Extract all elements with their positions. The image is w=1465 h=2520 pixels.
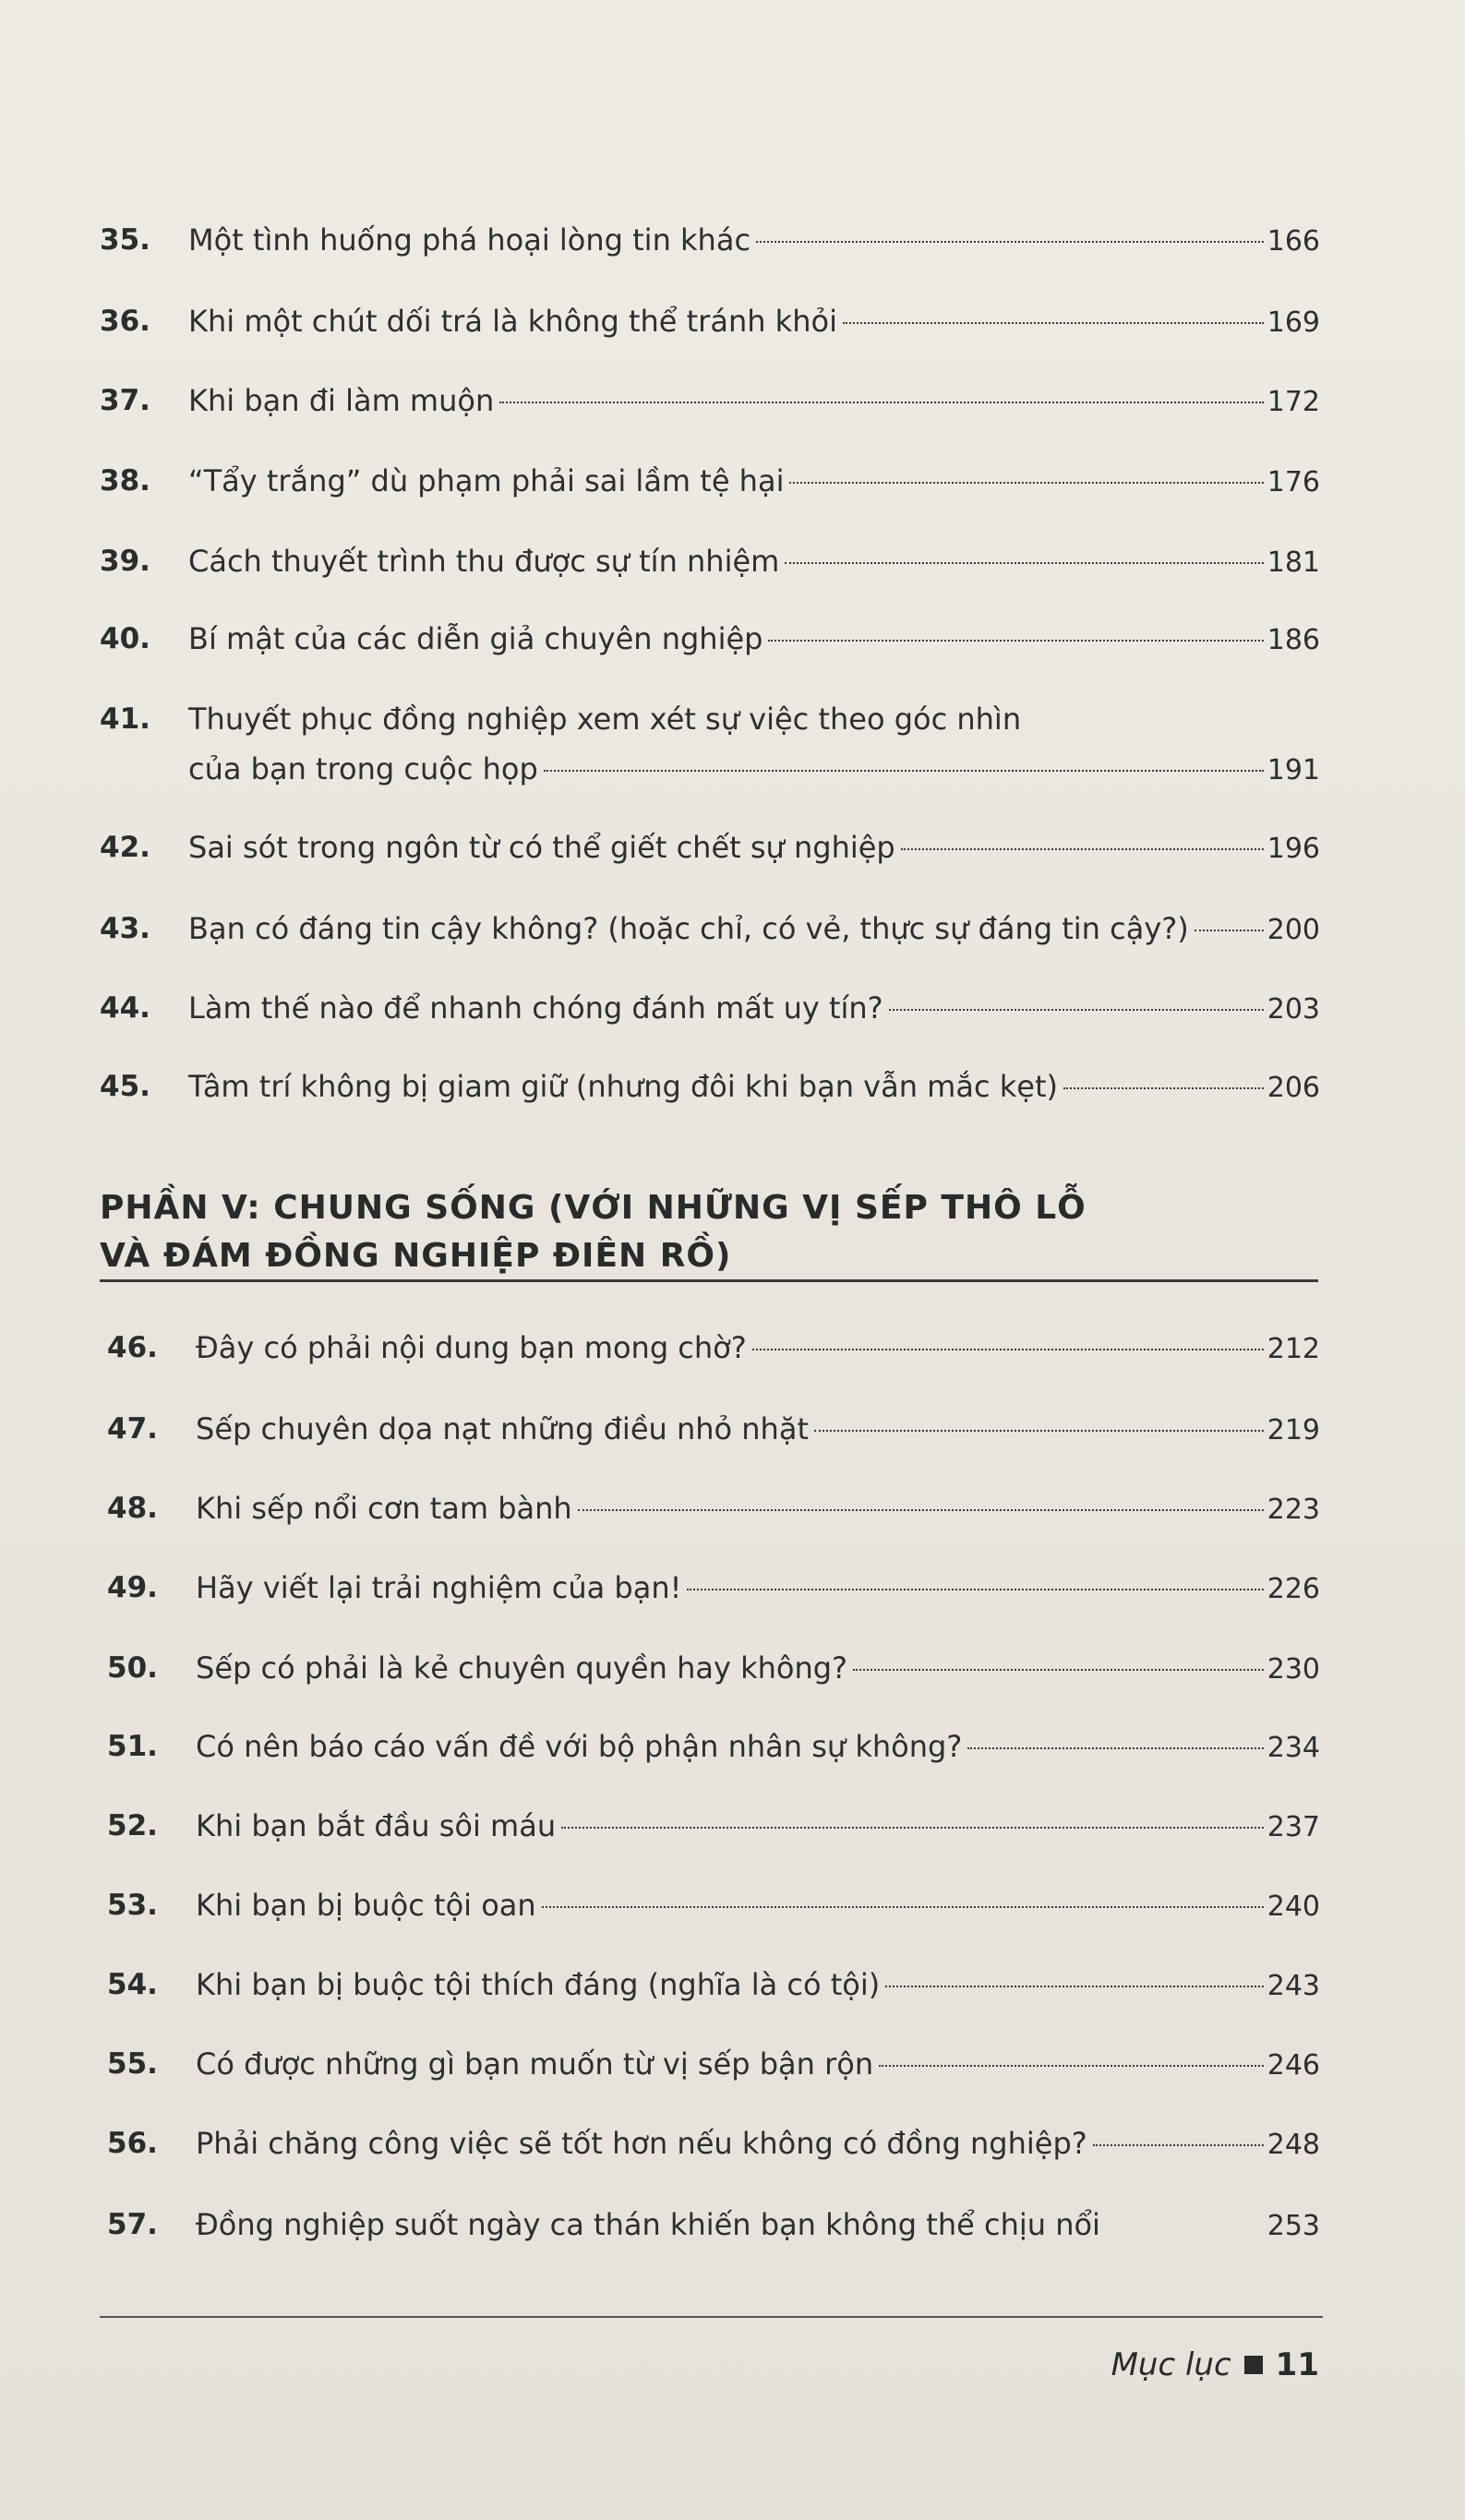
leader-dots	[1195, 929, 1264, 931]
entry-page: 230	[1267, 1653, 1320, 1686]
entry-number: 56.	[107, 2127, 158, 2160]
entry-number: 45.	[100, 1070, 150, 1103]
entry-page: 172	[1267, 386, 1320, 418]
leader-dots	[885, 1985, 1264, 1987]
entry-number: 47.	[107, 1412, 158, 1446]
leader-dots	[889, 1008, 1264, 1011]
entry-title: của bạn trong cuộc họp	[188, 751, 538, 786]
entry-page: 200	[1267, 914, 1320, 946]
entry-number: 36.	[100, 305, 150, 338]
entry-title: Khi sếp nổi cơn tam bành	[196, 1491, 572, 1526]
entry-title: “Tẩy trắng” dù phạm phải sai lầm tệ hại	[188, 463, 785, 498]
entry-page: 223	[1267, 1494, 1320, 1526]
leader-dots	[752, 1348, 1264, 1350]
entry-title: Làm thế nào để nhanh chóng đánh mất uy tín?	[188, 990, 883, 1026]
entry-page: 186	[1267, 624, 1320, 656]
leader-dots	[687, 1588, 1263, 1590]
entry-number: 52.	[107, 1809, 158, 1842]
leader-dots	[1106, 2225, 1264, 2227]
entry-page: 166	[1267, 225, 1320, 258]
footer-label: Mục lục	[1111, 2346, 1231, 2383]
entry-number: 54.	[107, 1968, 158, 2001]
entry-number: 39.	[100, 545, 150, 578]
leader-dots	[843, 321, 1264, 324]
entry-title: Cách thuyết trình thu được sự tín nhiệm	[188, 544, 780, 579]
leader-dots	[499, 401, 1264, 403]
entry-title: Tâm trí không bị giam giữ (nhưng đôi khi bạn vẫn mắc kẹt)	[188, 1069, 1058, 1104]
entry-number: 40.	[100, 622, 150, 655]
entry-page: 176	[1267, 466, 1320, 498]
part-heading-line1: PHẦN V: CHUNG SỐNG (VỚI NHỮNG VỊ SẾP THÔ LỖ	[100, 1189, 1087, 1227]
entry-page: 226	[1267, 1573, 1320, 1605]
square-bullet-icon	[1244, 2356, 1263, 2374]
entry-number: 44.	[100, 991, 150, 1025]
entry-number: 55.	[107, 2047, 158, 2081]
entry-title: Khi một chút dối trá là không thể tránh khỏi	[188, 304, 837, 339]
leader-dots	[967, 1746, 1263, 1749]
entry-title: Khi bạn bị buộc tội thích đáng (nghĩa là có tội)	[196, 1967, 881, 2002]
leader-dots	[544, 769, 1264, 772]
entry-page: 191	[1267, 754, 1320, 786]
entry-title: Khi bạn bắt đầu sôi máu	[196, 1808, 557, 1843]
entry-number: 41.	[100, 702, 150, 736]
entry-page: 181	[1267, 546, 1320, 579]
entry-page: 248	[1267, 2129, 1320, 2161]
entry-page: 246	[1267, 2049, 1320, 2082]
entry-number: 42.	[100, 831, 150, 864]
entry-page: 219	[1267, 1414, 1320, 1446]
entry-page: 212	[1267, 1333, 1320, 1365]
entry-title: Đây có phải nội dung bạn mong chờ?	[196, 1330, 747, 1365]
leader-dots	[785, 561, 1263, 564]
entry-page: 169	[1267, 306, 1320, 339]
entry-title: Bí mật của các diễn giả chuyên nghiệp	[188, 621, 763, 656]
entry-page: 234	[1267, 1732, 1320, 1764]
entry-page: 243	[1267, 1970, 1320, 2002]
entry-page: 253	[1267, 2210, 1320, 2242]
leader-dots	[561, 1826, 1264, 1829]
entry-title: Đồng nghiệp suốt ngày ca thán khiến bạn không thể chịu nổi	[196, 2207, 1100, 2242]
entry-title: Hãy viết lại trải nghiệm của bạn!	[196, 1570, 682, 1605]
entry-title: Sai sót trong ngôn từ có thể giết chết sự nghiệp	[188, 830, 895, 865]
entry-title: Sếp có phải là kẻ chuyên quyền hay không?	[196, 1650, 848, 1686]
leader-dots	[768, 639, 1263, 642]
entry-number: 53.	[107, 1889, 158, 1922]
entry-number: 51.	[107, 1730, 158, 1763]
entry-title: Một tình huống phá hoại lòng tin khác	[188, 222, 751, 258]
leader-dots	[578, 1508, 1264, 1511]
entry-title: Khi bạn đi làm muộn	[188, 383, 495, 418]
leader-dots	[1093, 2143, 1264, 2146]
leader-dots	[1063, 1086, 1264, 1089]
entry-number: 49.	[107, 1571, 158, 1604]
footer-rule	[100, 2316, 1323, 2318]
part-heading-line2: VÀ ĐÁM ĐỒNG NGHIỆP ĐIÊN RỒ)	[100, 1237, 732, 1275]
entry-page: 203	[1267, 993, 1320, 1026]
part-heading	[100, 1184, 1318, 1280]
leader-dots	[542, 1905, 1264, 1908]
entry-number: 50.	[107, 1651, 158, 1685]
entry-number: 57.	[107, 2208, 158, 2241]
entry-number: 38.	[100, 464, 150, 498]
leader-dots	[879, 2064, 1264, 2067]
entry-page: 196	[1267, 833, 1320, 865]
entry-title: Khi bạn bị buộc tội oan	[196, 1888, 536, 1923]
leader-dots	[789, 481, 1263, 484]
leader-dots	[853, 1668, 1264, 1671]
entry-number: 37.	[100, 384, 150, 417]
entry-page: 237	[1267, 1811, 1320, 1843]
page-footer	[1111, 2346, 1319, 2383]
part-divider	[100, 1279, 1318, 1282]
entry-number: 48.	[107, 1492, 158, 1525]
entry-title: Có được những gì bạn muốn từ vị sếp bận rộn	[196, 2046, 874, 2082]
footer-page-number: 11	[1275, 2346, 1319, 2383]
entry-number: 35.	[100, 223, 150, 257]
entry-title-line1: Thuyết phục đồng nghiệp xem xét sự việc theo góc nhìn	[188, 702, 1022, 737]
leader-dots	[901, 847, 1264, 850]
entry-title: Bạn có đáng tin cậy không? (hoặc chỉ, có vẻ, thực sự đáng tin cậy?)	[188, 911, 1189, 946]
leader-dots	[814, 1429, 1264, 1432]
entry-title: Có nên báo cáo vấn đề với bộ phận nhân sự không?	[196, 1729, 963, 1764]
entry-page: 206	[1267, 1072, 1320, 1104]
entry-number: 46.	[107, 1331, 158, 1364]
entry-page: 240	[1267, 1890, 1320, 1923]
entry-title: Phải chăng công việc sẽ tốt hơn nếu không có đồng nghiệp?	[196, 2126, 1087, 2161]
leader-dots	[756, 240, 1264, 243]
entry-title: Sếp chuyên dọa nạt những điều nhỏ nhặt	[196, 1411, 809, 1446]
entry-number: 43.	[100, 912, 150, 945]
